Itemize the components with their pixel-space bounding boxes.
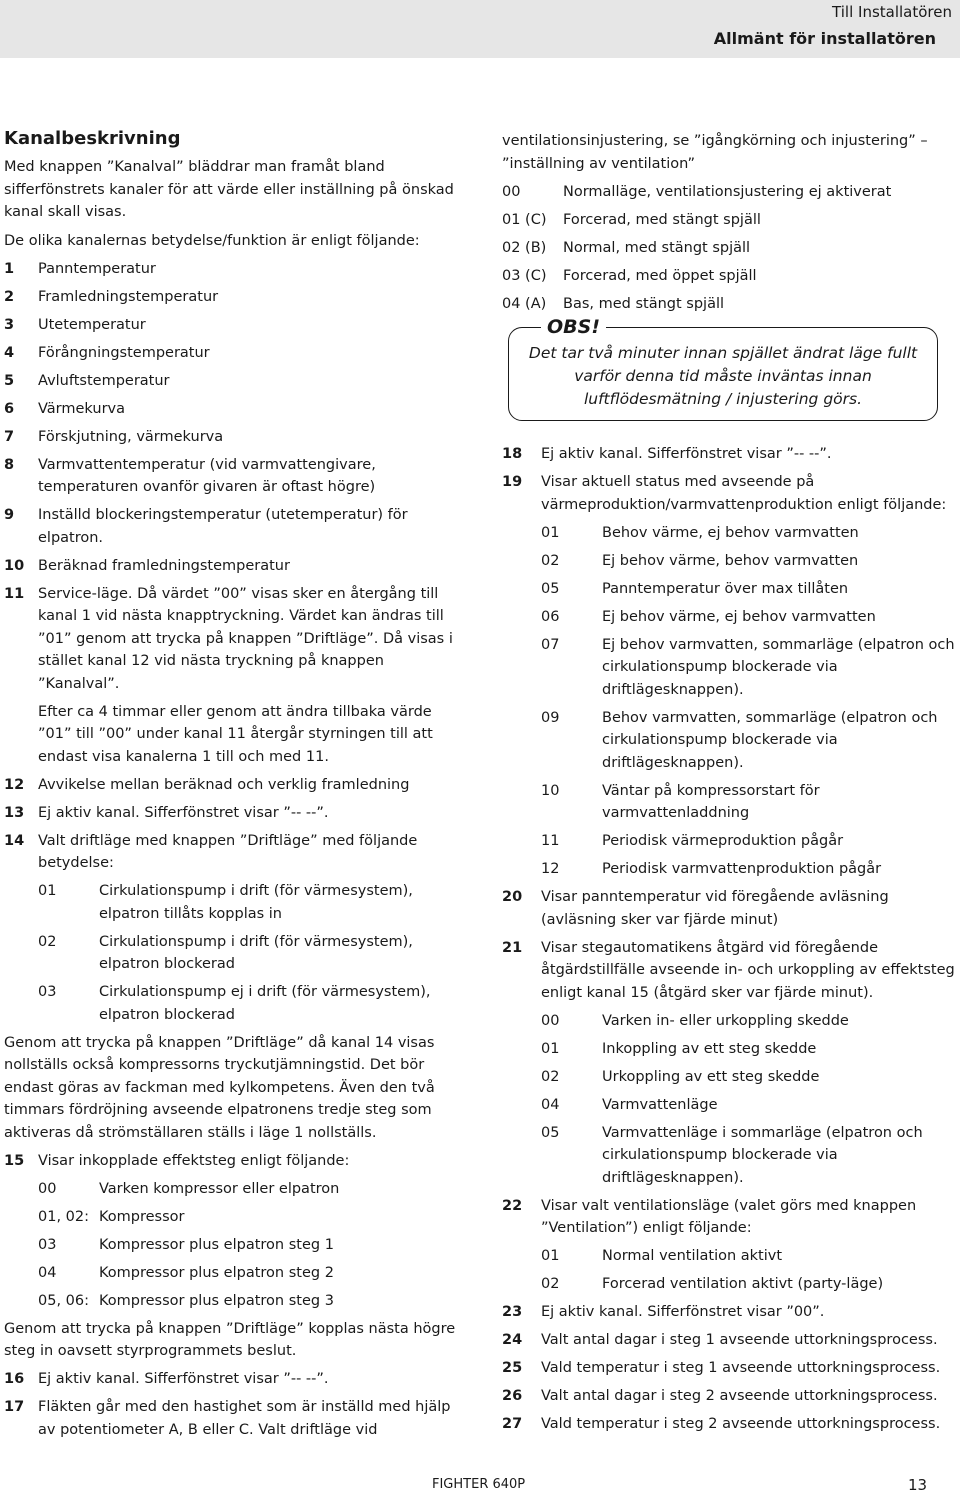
option-row [38,1262,460,1285]
channel-number: 14 [4,832,25,849]
channel-19-options [502,522,957,881]
option-code: 04 [541,1096,560,1113]
channel-number: 3 [4,316,15,333]
channel-item [502,937,957,1005]
option-text: Ej behov värme, behov varmvatten [602,552,859,569]
channel-text: Valt antal dagar i steg 2 avseende uttorkningsprocess. [541,1388,938,1404]
option-text: Urkoppling av ett steg skedde [602,1068,820,1085]
option-text: Periodisk varmvattenproduktion pågår [602,861,882,877]
channel-text: Visar aktuell status med avseende på värmeproduktion/varmvattenproduktion enligt följande: [541,474,947,513]
option-code: 02 [541,1068,560,1085]
option-row [502,181,957,204]
channel-21-options [502,1010,957,1190]
channel-text: Avvikelse mellan beräknad och verklig framledning [38,776,410,793]
channel-number: 9 [4,507,15,523]
option-text: Varmvattenläge [602,1096,718,1113]
option-row [38,1206,460,1229]
channel-number: 1 [4,260,15,277]
option-code: 00 [502,183,521,200]
channel-text: Värmekurva [38,400,125,417]
channel-number: 17 [4,1399,25,1415]
option-code: 07 [541,636,560,653]
option-code: 01 (C) [502,211,547,228]
option-code: 05, 06: [38,1292,90,1309]
channel-item [502,886,957,931]
channel-number: 11 [4,585,25,602]
channel-number: 13 [4,804,25,821]
channel-number: 25 [502,1360,523,1376]
channel-number: 20 [502,889,523,905]
channel-item [4,1150,460,1173]
option-text: Forcerad, med öppet spjäll [563,267,757,284]
option-row [541,578,957,601]
channel-number: 27 [502,1416,523,1432]
option-code: 00 [38,1180,57,1197]
option-code: 11 [541,833,560,849]
channel-item [502,1301,957,1324]
option-code: 04 [38,1264,57,1281]
option-row [38,1178,460,1201]
channel-text: Förskjutning, värmekurva [38,428,224,445]
channel-number: 8 [4,456,15,473]
option-row [541,830,957,853]
page-number: 13 [908,1476,928,1494]
option-code: 01 [38,883,57,899]
option-text: Forcerad ventilation aktivt (party-läge) [602,1276,884,1292]
channel-number: 22 [502,1197,523,1214]
header-subtitle: Till Installatören [832,3,952,21]
option-code: 00 [541,1012,560,1029]
channel-15-note: Genom att trycka på knappen ”Driftläge” kopplas nästa högre steg in oavsett styrprogrammets beslut. [4,1320,456,1359]
channel-item [502,1413,957,1436]
channel-text: Ej aktiv kanal. Sifferfönstret visar ”-- --”. [541,446,832,462]
obs-text: Det tar två minuter innan spjället ändrat läge fullt varför denna tid måste inväntas innan luftflödesmätning / injustering görs. [528,344,918,408]
channel-item [4,398,460,421]
channel-item [502,1357,957,1380]
channel-number: 19 [502,474,523,490]
channel-item [4,258,460,281]
option-row [541,780,957,825]
channel-number: 2 [4,288,15,305]
channel-item [4,454,460,499]
option-row [541,550,957,573]
channel-number: 7 [4,428,15,445]
channel-item [502,1385,957,1408]
option-text: Cirkulationspump ej i drift (för värmesystem), elpatron blockerad [99,984,431,1023]
channel-item [4,426,460,449]
option-code: 01 [541,1040,560,1057]
option-code: 02 [541,1276,560,1292]
option-text: Bas, med stängt spjäll [563,295,725,312]
right-column [502,130,957,1441]
option-row [38,931,460,976]
option-text: Cirkulationspump i drift (för värmesystem), elpatron tillåts kopplas in [99,883,413,922]
option-text: Inkoppling av ett steg skedde [602,1040,817,1057]
option-code: 12 [541,861,560,877]
option-text: Cirkulationspump i drift (för värmesystem), elpatron blockerad [99,933,413,972]
channel-item [4,583,460,696]
channel-text: Beräknad framledningstemperatur [38,557,290,574]
channel-15-options [4,1178,460,1313]
option-text: Kompressor [99,1208,185,1225]
option-row [541,707,957,775]
channel-text: Fläkten går med den hastighet som är inställd med hjälp av potentiometer A, B eller C. Valt driftläge vid [38,1399,451,1438]
obs-title: OBS! [541,316,606,338]
channel-number: 23 [502,1304,523,1320]
channel-text: Visar valt ventilationsläge (valet görs med knappen ”Ventilation”) enligt följande: [541,1197,917,1236]
channel-item [4,504,460,549]
option-code: 03 [38,1236,57,1253]
option-row [38,1290,460,1313]
option-row [541,606,957,629]
option-text: Normalläge, ventilationsjustering ej aktiverat [563,183,892,200]
channel-text: Förångningstemperatur [38,344,210,361]
option-code: 01 [541,1248,560,1264]
channel-item [502,1195,957,1240]
channel-number: 10 [4,557,25,574]
option-row [541,1038,957,1061]
option-row [541,1245,957,1268]
option-text: Kompressor plus elpatron steg 2 [99,1264,334,1281]
channel-item [4,370,460,393]
option-text: Panntemperatur över max tillåten [602,580,849,597]
option-text: Varmvattenläge i sommarläge (elpatron och cirkulationspump blockerade via driftlägesknappen). [602,1124,923,1186]
option-row [502,293,957,316]
channel-item [4,342,460,365]
channel-item [4,830,460,875]
channel-14-note: Genom att trycka på knappen ”Driftläge” då kanal 14 visas nollställs också kompressorns tryckutjämningstid. Det bör endast göras av fackman med kylkompetens. Även den två timmars fördröjning avseende elpatronens tredje steg som aktiveras då strömställaren ställs i läge 1 nollställs. [4,1034,435,1141]
page-header [0,0,960,58]
option-code: 04 (A) [502,295,547,312]
channel-item [4,555,460,578]
channel-14-options [4,880,460,1026]
intro-text-2: De olika kanalernas betydelse/funktion är enligt följande: [4,232,420,249]
option-row [541,1010,957,1033]
option-text: Ej behov värme, ej behov varmvatten [602,608,876,625]
channel-item [502,1329,957,1352]
channel-item [4,774,460,797]
channel-text: Ej aktiv kanal. Sifferfönstret visar ”-- --”. [38,804,329,821]
option-row [502,209,957,232]
option-code: 02 [38,933,57,950]
option-row [541,522,957,545]
channel-text: Framledningstemperatur [38,288,219,305]
channel-list-1-11 [4,258,460,696]
obs-notice [508,316,938,421]
channel-text: Avluftstemperatur [38,372,170,389]
option-text: Varken in- eller urkoppling skedde [602,1012,849,1029]
channel-number: 16 [4,1371,25,1387]
option-code: 09 [541,709,560,726]
option-row [541,1066,957,1089]
option-code: 02 (B) [502,239,547,256]
channel-number: 21 [502,939,523,956]
option-text: Normal, med stängt spjäll [563,239,751,256]
option-row [541,1122,957,1190]
channel-item [4,802,460,825]
option-text: Normal ventilation aktivt [602,1248,783,1264]
channel-item [502,443,957,466]
header-title: Allmänt för installatören [713,29,936,48]
channel-text: Valt driftläge med knappen ”Driftläge” med följande betydelse: [38,832,418,871]
channel-number: 4 [4,344,15,361]
channel-text: Inställd blockeringstemperatur (utetemperatur) för elpatron. [38,507,408,546]
option-text: Varken kompressor eller elpatron [99,1180,340,1197]
option-text: Ej behov varmvatten, sommarläge (elpatron och cirkulationspump blockerade via driftlägesknappen). [602,636,955,698]
option-row [541,858,957,881]
option-text: Periodisk värmeproduktion pågår [602,833,844,849]
footer-model: FIGHTER 640P [432,1477,526,1492]
channel-text: Visar stegautomatikens åtgärd vid föregående åtgärdstillfälle avseende in- och urkoppling av effektsteg enligt kanal 15 (åtgärd sker var fjärde minut). [541,939,955,1001]
option-code: 05 [541,580,560,597]
channel-text: Varmvattentemperatur (vid varmvattengivare, temperaturen ovanför givaren är oftast högre) [38,456,376,495]
channel-text: Visar inkopplade effektsteg enligt följande: [38,1152,350,1169]
channel-number: 5 [4,372,15,389]
intro-text: Med knappen ”Kanalval” bläddrar man framåt bland sifferfönstrets kanaler för att värde eller inställning på önskad kanal skall visas. [4,159,454,220]
channel-text: Ej aktiv kanal. Sifferfönstret visar ”00”. [541,1304,825,1320]
option-code: 05 [541,1124,560,1141]
channel-text: Service-läge. Då värdet ”00” visas sker en återgång till kanal 1 vid nästa knapptryckning. Värdet kan ändras till ”01” genom att trycka på knappen ”Driftläge”. Då visas i stället kanal 12 vid nästa tryckning på knappen ”Kanalval”. [38,585,453,692]
channel-number: 26 [502,1388,523,1404]
option-row [502,265,957,288]
option-code: 03 [38,984,57,1000]
option-code: 01, 02: [38,1208,90,1225]
channel-text: Visar panntemperatur vid föregående avläsning (avläsning sker var fjärde minut) [541,889,889,928]
channel-text: Ej aktiv kanal. Sifferfönstret visar ”-- --”. [38,1371,329,1387]
section-title: Kanalbeskrivning [4,128,181,149]
option-row [38,981,460,1026]
option-code: 02 [541,552,560,569]
option-row [38,880,460,925]
option-text: Kompressor plus elpatron steg 1 [99,1236,334,1253]
channel-text: Vald temperatur i steg 2 avseende uttorkningsprocess. [541,1416,941,1432]
channel-text: Utetemperatur [38,316,146,333]
channel-number: 12 [4,776,25,793]
channel-number: 15 [4,1152,25,1169]
option-text: Forcerad, med stängt spjäll [563,211,761,228]
option-row [38,1234,460,1257]
channel-item [4,1396,460,1441]
channel-item [502,471,957,516]
channel-11-extra: Efter ca 4 timmar eller genom att ändra tillbaka värde ”01” till ”00” under kanal 11 återgår styrningen till att endast visa kanalerna 1 till och med 11. [38,703,433,765]
channel-17-options [502,181,957,316]
option-row [541,1094,957,1117]
channel-item [4,1368,460,1391]
option-row [502,237,957,260]
channel-text: Vald temperatur i steg 1 avseende uttorkningsprocess. [541,1360,941,1376]
option-text: Väntar på kompressorstart för varmvattenladdning [602,782,820,821]
option-text: Behov värme, ej behov varmvatten [602,524,859,541]
channel-list-16-17 [4,1368,460,1441]
channel-text: Panntemperatur [38,260,156,277]
option-text: Behov varmvatten, sommarläge (elpatron och cirkulationspump blockerade via driftlägesknappen). [602,709,938,771]
option-code: 06 [541,608,560,625]
channel-number: 24 [502,1332,523,1348]
channel-17-continued: ventilationsinjustering, se ”igångkörning och injustering” – ”inställning av ventilation” [502,133,928,172]
channel-item [4,286,460,309]
channel-list-12-14 [4,774,460,875]
channel-number: 6 [4,400,15,417]
channel-number: 18 [502,446,523,462]
channel-item [4,314,460,337]
option-row [541,1273,957,1296]
option-code: 01 [541,524,560,541]
option-row [541,634,957,702]
option-text: Kompressor plus elpatron steg 3 [99,1292,334,1309]
option-code: 10 [541,782,560,799]
left-column [4,128,460,1447]
channel-22-options [502,1245,957,1296]
option-code: 03 (C) [502,267,547,284]
channel-text: Valt antal dagar i steg 1 avseende uttorkningsprocess. [541,1332,938,1348]
channel-list-23-27 [502,1301,957,1436]
